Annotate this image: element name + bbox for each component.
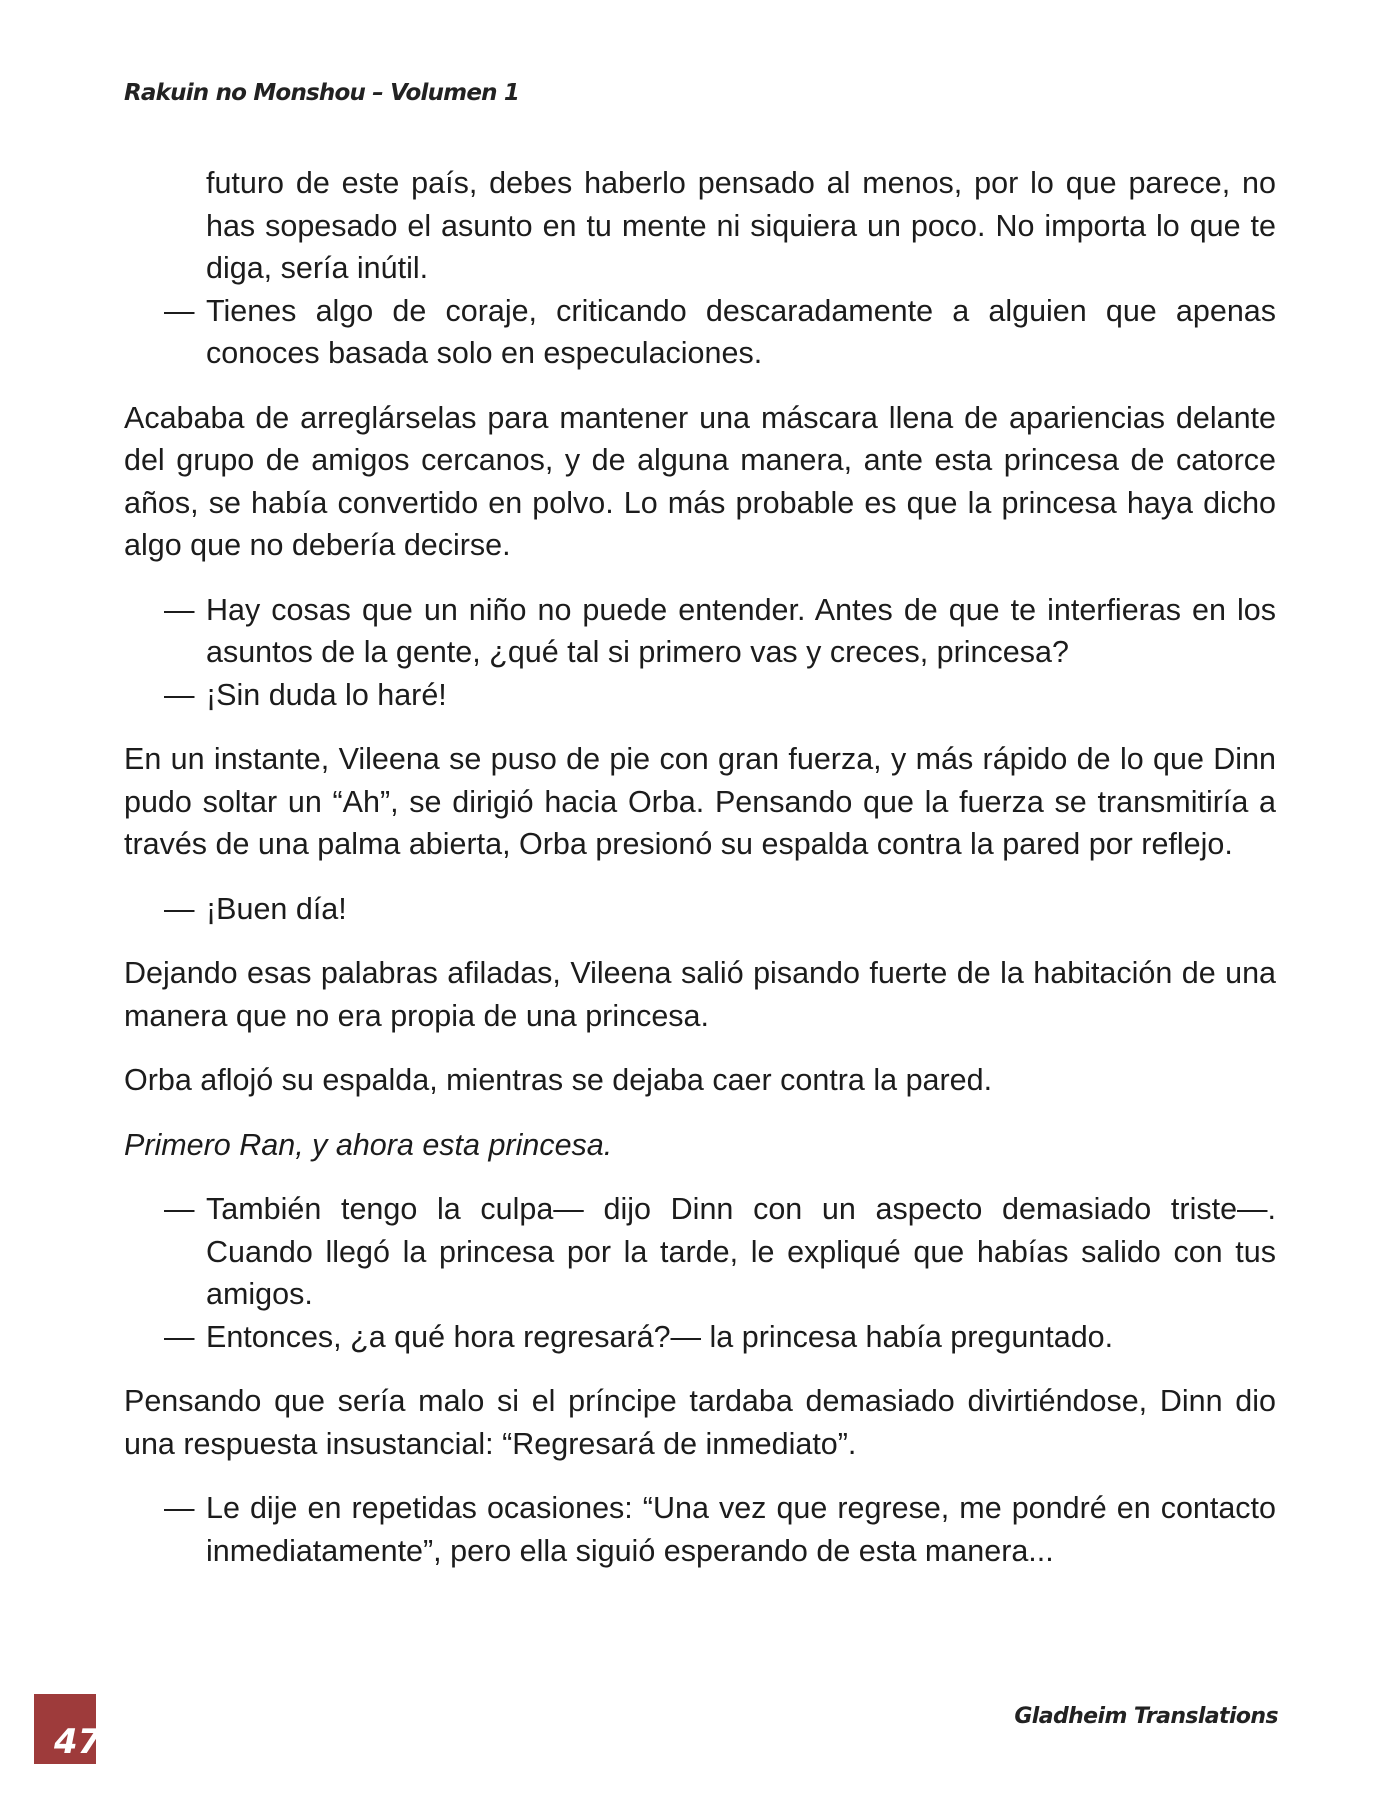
dialogue-dash: —: [164, 293, 195, 328]
dialogue-text: Tienes algo de coraje, criticando descaradamente a alguien que apenas conoces basada solo en especulaciones.: [206, 293, 1276, 370]
dialogue-block: [124, 589, 1276, 717]
dialogue-line: [124, 1188, 1276, 1316]
dialogue-dash: —: [164, 1491, 195, 1525]
narration-paragraph: Acababa de arreglárselas para mantener una máscara llena de apariencias delante del grupo de amigos cercanos, y de alguna manera, ante esta princesa de catorce años, se había convertido en polvo. Lo más probable es que la princesa haya dicho algo que no debería decirse.: [124, 400, 1276, 562]
dialogue-line: [124, 674, 1276, 717]
page-number: 47: [54, 1722, 102, 1762]
dialogue-line: [124, 1316, 1276, 1359]
dialogue-block: [124, 888, 1276, 931]
dialogue-text: Hay cosas que un niño no puede entender. Antes de que te interfieras en los asuntos de la gente, ¿qué tal si primero vas y creces, princesa?: [206, 592, 1276, 669]
dialogue-text: Le dije en repetidas ocasiones: “Una vez que regrese, me pondré en contacto inmediatamente”, pero ella siguió esperando de esta manera...: [206, 1491, 1276, 1568]
page-number-underline: [34, 1764, 96, 1767]
running-header: Rakuin no Monshou – Volumen 1: [124, 80, 520, 106]
dialogue-text: Entonces, ¿a qué hora regresará?— la princesa había preguntado.: [206, 1319, 1114, 1354]
dialogue-dash: —: [164, 891, 195, 926]
dialogue-dash: —: [164, 677, 195, 712]
narration-paragraph: Dejando esas palabras afiladas, Vileena salió pisando fuerte de la habitación de una manera que no era propia de una princesa.: [124, 956, 1276, 1033]
narration-paragraph: En un instante, Vileena se puso de pie con gran fuerza, y más rápido de lo que Dinn pudo soltar un “Ah”, se dirigió hacia Orba. Pensando que la fuerza se transmitiría a través de una palma abierta, Orba presionó su espalda contra la pared por reflejo.: [124, 742, 1276, 861]
dialogue-text: ¡Buen día!: [206, 891, 347, 926]
dialogue-continuation: futuro de este país, debes haberlo pensado al menos, por lo que parece, no has sopesado el asunto en tu mente ni siquiera un poco. No importa lo que te diga, sería inútil.: [206, 166, 1276, 285]
dialogue-block: [124, 162, 1276, 375]
dialogue-block: [124, 1487, 1276, 1572]
dialogue-dash: —: [164, 1192, 195, 1226]
dialogue-line: [124, 589, 1276, 674]
inner-thought: Primero Ran, y ahora esta princesa.: [124, 1127, 613, 1162]
dialogue-dash: —: [164, 1319, 195, 1354]
footer-credit: Gladheim Translations: [1014, 1704, 1278, 1729]
dialogue-dash: —: [164, 592, 195, 627]
narration-paragraph: Pensando que sería malo si el príncipe tardaba demasiado divirtiéndose, Dinn dio una respuesta insustancial: “Regresará de inmediato”.: [124, 1384, 1276, 1461]
dialogue-block: [124, 1188, 1276, 1358]
dialogue-text: También tengo la culpa— dijo Dinn con un aspecto demasiado triste—. Cuando llegó la princesa por la tarde, le expliqué que habías salido con tus amigos.: [206, 1192, 1276, 1311]
dialogue-line: [124, 1487, 1276, 1572]
page-body: [124, 162, 1276, 1572]
dialogue-line: [124, 888, 1276, 931]
narration-paragraph: Orba aflojó su espalda, mientras se dejaba caer contra la pared.: [124, 1063, 993, 1097]
dialogue-text: ¡Sin duda lo haré!: [206, 677, 447, 712]
dialogue-line: [124, 290, 1276, 375]
